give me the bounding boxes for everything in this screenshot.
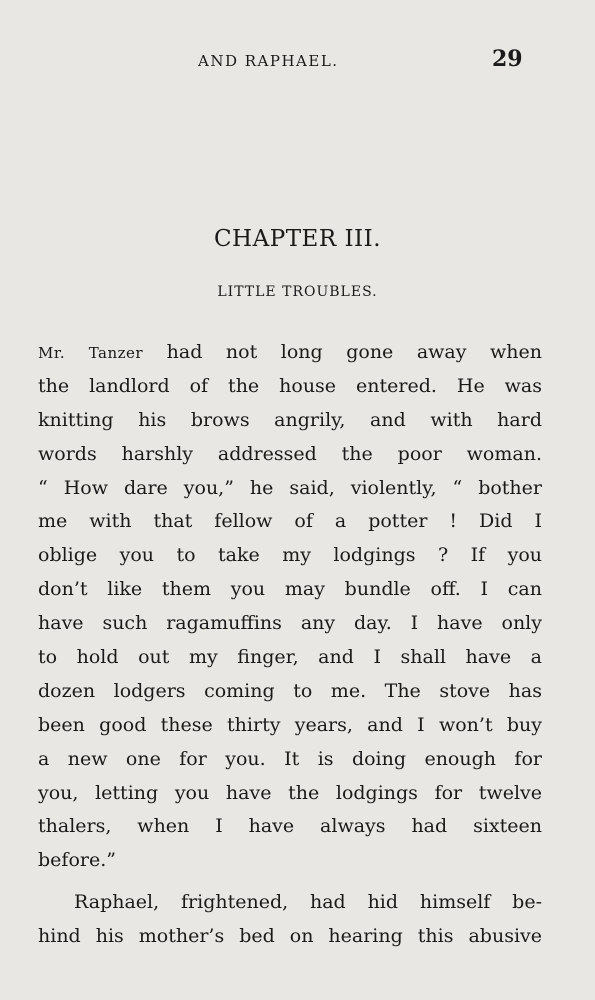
text-line: a new one for you. It is doing enough for	[38, 747, 542, 770]
text-line: the landlord of the house entered. He was	[38, 374, 542, 397]
running-title: AND RAPHAEL.	[198, 52, 339, 70]
text-line	[38, 336, 542, 370]
running-head	[0, 46, 595, 78]
text-line: to hold out my finger, and I shall have a	[38, 646, 542, 669]
small-caps-name: Tanzer	[88, 344, 144, 362]
text-line-last: before.”	[38, 849, 116, 872]
text-line: dozen lodgers coming to me. The stove has	[38, 679, 542, 702]
text-line: thalers, when I have always had sixteen	[38, 815, 542, 838]
text-line: oblige you to take my lodgings ? If you	[38, 544, 542, 567]
paragraph-gap	[38, 878, 542, 886]
text-line: knitting his brows angrily, and with hard	[38, 408, 542, 431]
text-line: been good these thirty years, and I won’t buy	[38, 713, 542, 736]
small-caps-title: Mr.	[38, 344, 66, 362]
text-line: Raphael, frightened, had hid himself be-	[74, 891, 542, 914]
chapter-subtitle: LITTLE TROUBLES.	[217, 284, 378, 300]
body-text	[38, 336, 542, 954]
text-line: have such ragamuffins any day. I have only	[38, 612, 542, 635]
text-line: “ How dare you,” he said, violently, “ bother	[38, 476, 542, 499]
text-line: hind his mother’s bed on hearing this abusive	[38, 925, 542, 948]
text-line: don’t like them you may bundle off. I can	[38, 578, 542, 601]
text-line: words harshly addressed the poor woman.	[38, 442, 542, 465]
chapter-title: CHAPTER III.	[213, 226, 382, 252]
page-number: 29	[492, 46, 523, 72]
line-rest: had not long gone away when	[143, 341, 543, 363]
text-line: me with that fellow of a potter ! Did I	[38, 510, 542, 533]
text-line: you, letting you have the lodgings for twelve	[38, 781, 542, 804]
